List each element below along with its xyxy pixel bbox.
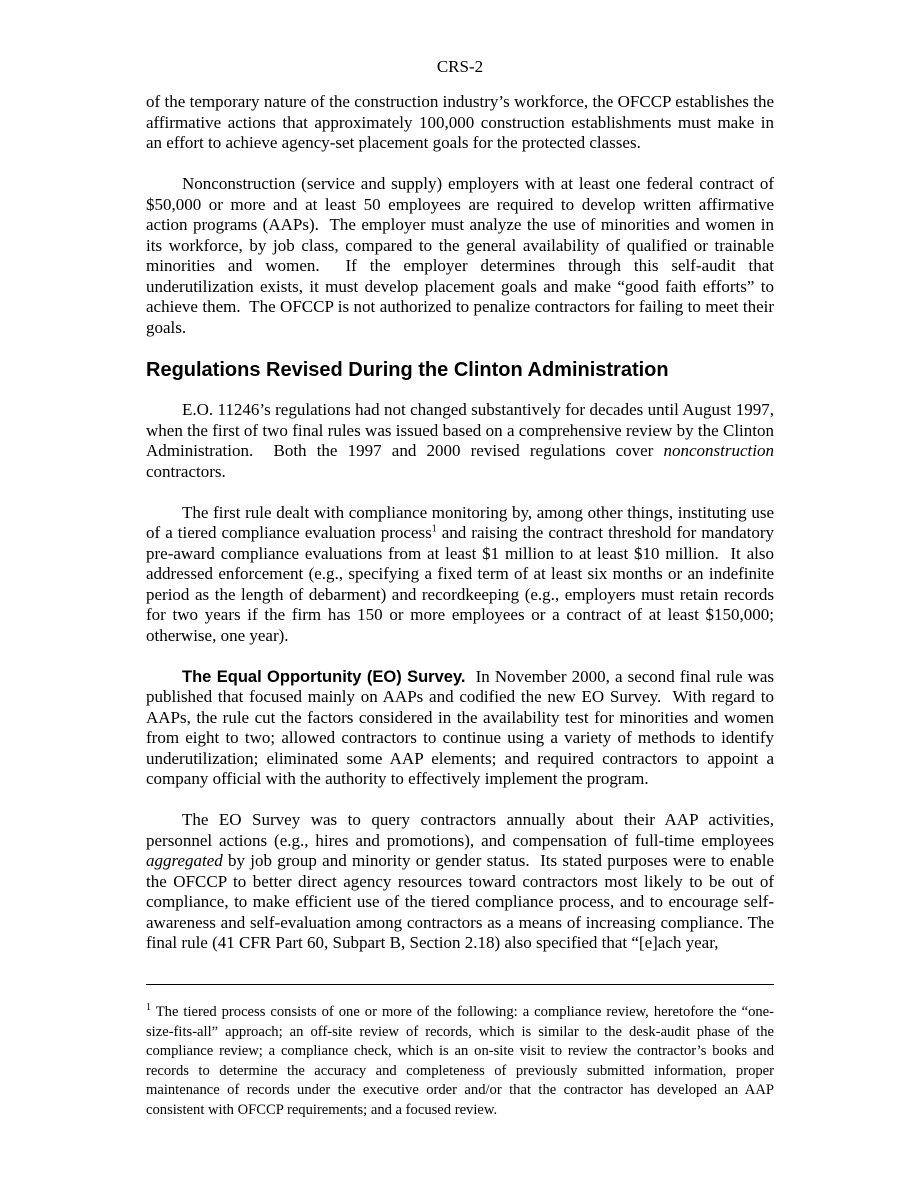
page-header (0, 57, 920, 77)
page-label: CRS-2 (436, 57, 484, 76)
p4-text-b: and raising the contract threshold for mandatory pre-award compliance evaluations from at least $1 million to at least $10 million. It also addressed enforcement (e.g., specifying a fixed term of at least six months or an indefinite period as the length of debarment) and recordkeeping (e.g., employers must retain records for two years if the firm has 150 or more employees or a contract of at least $150,000; otherwise, one year). (146, 523, 774, 645)
p3-text-a: E.O. 11246’s regulations had not changed substantively for decades until August 1997, when the first of two final rules was issued based on a comprehensive review by the Clinton Administration. Both the 1997 and 2000 revised regulations cover (146, 400, 774, 460)
p5-text: In November 2000, a second final rule was published that focused mainly on AAPs and codified the new EO Survey. With regard to AAPs, the rule cut the factors considered in the availability test for minorities and women from eight to two; allowed contractors to continue using a variety of methods to identify underutilization; eliminated some AAP elements; and required contractors to appoint a company official with the authority to effectively implement the program. (146, 666, 775, 788)
subheading-eo-survey: The Equal Opportunity (EO) Survey. (182, 667, 466, 686)
p6-text-b: by job group and minority or gender status. Its stated purposes were to enable the OFCCP to better direct agency resources toward contractors most likely to be out of compliance, to make efficient use of the tiered compliance process, and to encourage self-awareness and self-evaluation among contractors as a means of increasing compliance. The final rule (41 CFR Part 60, Subpart B, Section 2.18) also specified that “[e]ach year, (146, 851, 774, 952)
footnote-marker: 1 (146, 1002, 151, 1014)
footnote (146, 1003, 774, 1120)
paragraph-intro: of the temporary nature of the construction industry’s workforce, the OFCCP establishes the affirmative actions that approximately 100,000 construction establishments must make in an effort to achieve agency-set placement goals for the protected classes. (146, 92, 774, 152)
p4-text-a: The first rule dealt with compliance monitoring by, among other things, instituting use of a tiered compliance evaluation process (146, 502, 774, 542)
footnote-divider (146, 984, 774, 985)
p3-text-b: contractors. (146, 461, 226, 481)
body-text (146, 92, 774, 954)
p6-emphasis: aggregated (146, 851, 223, 870)
footnote-reference[interactable]: 1 (431, 523, 437, 535)
paragraph-nonconstruction: Nonconstruction (service and supply) employers with at least one federal contract of $50,000 or more and at least 50 employees are required to develop written affirmative action programs (AAPs). The employer must analyze the use of minorities and women in its workforce, by job class, compared to the general availability of qualified or trainable minorities and women. If the employer determines through this self-audit that underutilization exists, it must develop placement goals and make “good faith efforts” to achieve them. The OFCCP is not authorized to penalize contractors for failing to meet their goals. (146, 174, 774, 337)
section-heading: Regulations Revised During the Clinton Administration (146, 359, 669, 381)
paragraph-eo-regulations (146, 400, 774, 482)
p6-text-a: The EO Survey was to query contractors annually about their AAP activities, personnel actions (e.g., hires and promotions), and compensation of full-time employees (146, 810, 774, 850)
paragraph-eo-survey (146, 667, 774, 790)
footnote-text: The tiered process consists of one or more of the following: a compliance review, heretofore the “one-size-fits-all” approach; an off-site review of records, which is similar to the desk-audit phase of the compliance review; a compliance check, which is an on-site visit to review the contractor’s books and records to determine the accuracy and completeness of previously submitted information, proper maintenance of records under the executive order and/or that the contractor has developed an AAP consistent with OFCCP requirements; and a focused review. (146, 1004, 774, 1118)
p3-emphasis: nonconstruction (663, 441, 774, 460)
paragraph-survey-purpose (146, 810, 774, 954)
paragraph-first-rule (146, 503, 774, 647)
